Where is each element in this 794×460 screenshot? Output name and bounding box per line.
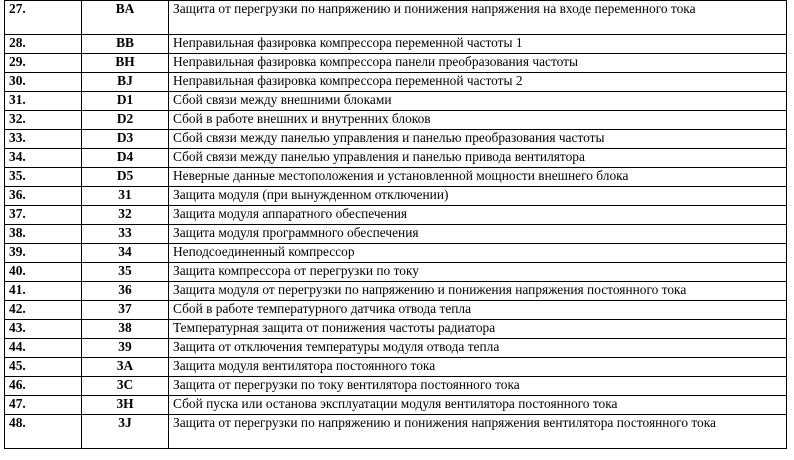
error-code: BJ <box>82 73 169 92</box>
table-row <box>5 320 787 339</box>
table-row <box>5 225 787 244</box>
error-description: Температурная защита от понижения частоты радиатора <box>169 320 787 339</box>
row-number: 42. <box>5 301 82 320</box>
row-number: 44. <box>5 339 82 358</box>
error-description: Сбой пуска или останова эксплуатации модуля вентилятора постоянного тока <box>169 396 787 415</box>
row-number: 40. <box>5 263 82 282</box>
table-row <box>5 396 787 415</box>
error-code: 39 <box>82 339 169 358</box>
row-number: 35. <box>5 168 82 187</box>
row-number: 32. <box>5 111 82 130</box>
row-number: 36. <box>5 187 82 206</box>
error-description: Сбой в работе внешних и внутренних блоков <box>169 111 787 130</box>
table-row <box>5 301 787 320</box>
table-row <box>5 73 787 92</box>
error-description: Неверные данные местоположения и установленной мощности внешнего блока <box>169 168 787 187</box>
error-description: Защита от перегрузки по напряжению и понижения напряжения на входе переменного тока <box>169 1 787 35</box>
error-code: 34 <box>82 244 169 263</box>
row-number: 30. <box>5 73 82 92</box>
row-number: 45. <box>5 358 82 377</box>
error-code: 38 <box>82 320 169 339</box>
error-code: D5 <box>82 168 169 187</box>
error-description: Неправильная фазировка компрессора панели преобразования частоты <box>169 54 787 73</box>
table-row <box>5 358 787 377</box>
error-description: Защита от перегрузки по току вентилятора постоянного тока <box>169 377 787 396</box>
row-number: 34. <box>5 149 82 168</box>
error-description: Защита модуля аппаратного обеспечения <box>169 206 787 225</box>
error-description: Защита модуля программного обеспечения <box>169 225 787 244</box>
error-description: Защита от перегрузки по напряжению и понижения напряжения вентилятора постоянного тока <box>169 415 787 449</box>
error-code: 3C <box>82 377 169 396</box>
table-row <box>5 263 787 282</box>
row-number: 27. <box>5 1 82 35</box>
error-code: D3 <box>82 130 169 149</box>
error-description: Защита модуля от перегрузки по напряжению и понижения напряжения постоянного тока <box>169 282 787 301</box>
error-description: Сбой в работе температурного датчика отвода тепла <box>169 301 787 320</box>
row-number: 41. <box>5 282 82 301</box>
error-code-table <box>4 0 787 449</box>
error-code: BH <box>82 54 169 73</box>
table-row <box>5 149 787 168</box>
error-code: 3H <box>82 396 169 415</box>
error-description: Защита от отключения температуры модуля отвода тепла <box>169 339 787 358</box>
table-row <box>5 130 787 149</box>
error-description: Неправильная фазировка компрессора переменной частоты 1 <box>169 35 787 54</box>
error-code: 32 <box>82 206 169 225</box>
error-code: 3A <box>82 358 169 377</box>
row-number: 28. <box>5 35 82 54</box>
table-row <box>5 35 787 54</box>
row-number: 39. <box>5 244 82 263</box>
table-row <box>5 92 787 111</box>
error-code: 3J <box>82 415 169 449</box>
row-number: 31. <box>5 92 82 111</box>
row-number: 46. <box>5 377 82 396</box>
error-description: Сбой связи между внешними блоками <box>169 92 787 111</box>
table-row <box>5 415 787 449</box>
row-number: 37. <box>5 206 82 225</box>
table-row <box>5 1 787 35</box>
error-code: 37 <box>82 301 169 320</box>
table-row <box>5 339 787 358</box>
error-description: Неправильная фазировка компрессора переменной частоты 2 <box>169 73 787 92</box>
table-row <box>5 206 787 225</box>
error-description: Защита компрессора от перегрузки по току <box>169 263 787 282</box>
error-description: Сбой связи между панелью управления и панелью привода вентилятора <box>169 149 787 168</box>
error-description: Защита модуля (при вынужденном отключении) <box>169 187 787 206</box>
row-number: 38. <box>5 225 82 244</box>
error-code: 31 <box>82 187 169 206</box>
error-code: 33 <box>82 225 169 244</box>
error-description: Сбой связи между панелью управления и панелью преобразования частоты <box>169 130 787 149</box>
table-row <box>5 111 787 130</box>
error-code: 35 <box>82 263 169 282</box>
table-row <box>5 282 787 301</box>
row-number: 43. <box>5 320 82 339</box>
error-description: Защита модуля вентилятора постоянного тока <box>169 358 787 377</box>
error-code: D4 <box>82 149 169 168</box>
error-code: D1 <box>82 92 169 111</box>
row-number: 48. <box>5 415 82 449</box>
error-description: Неподсоединенный компрессор <box>169 244 787 263</box>
table-row <box>5 168 787 187</box>
row-number: 33. <box>5 130 82 149</box>
table-row <box>5 377 787 396</box>
error-code: BB <box>82 35 169 54</box>
row-number: 29. <box>5 54 82 73</box>
table-row <box>5 244 787 263</box>
table-row <box>5 187 787 206</box>
table-row <box>5 54 787 73</box>
error-code: BA <box>82 1 169 35</box>
row-number: 47. <box>5 396 82 415</box>
error-code: 36 <box>82 282 169 301</box>
error-code: D2 <box>82 111 169 130</box>
